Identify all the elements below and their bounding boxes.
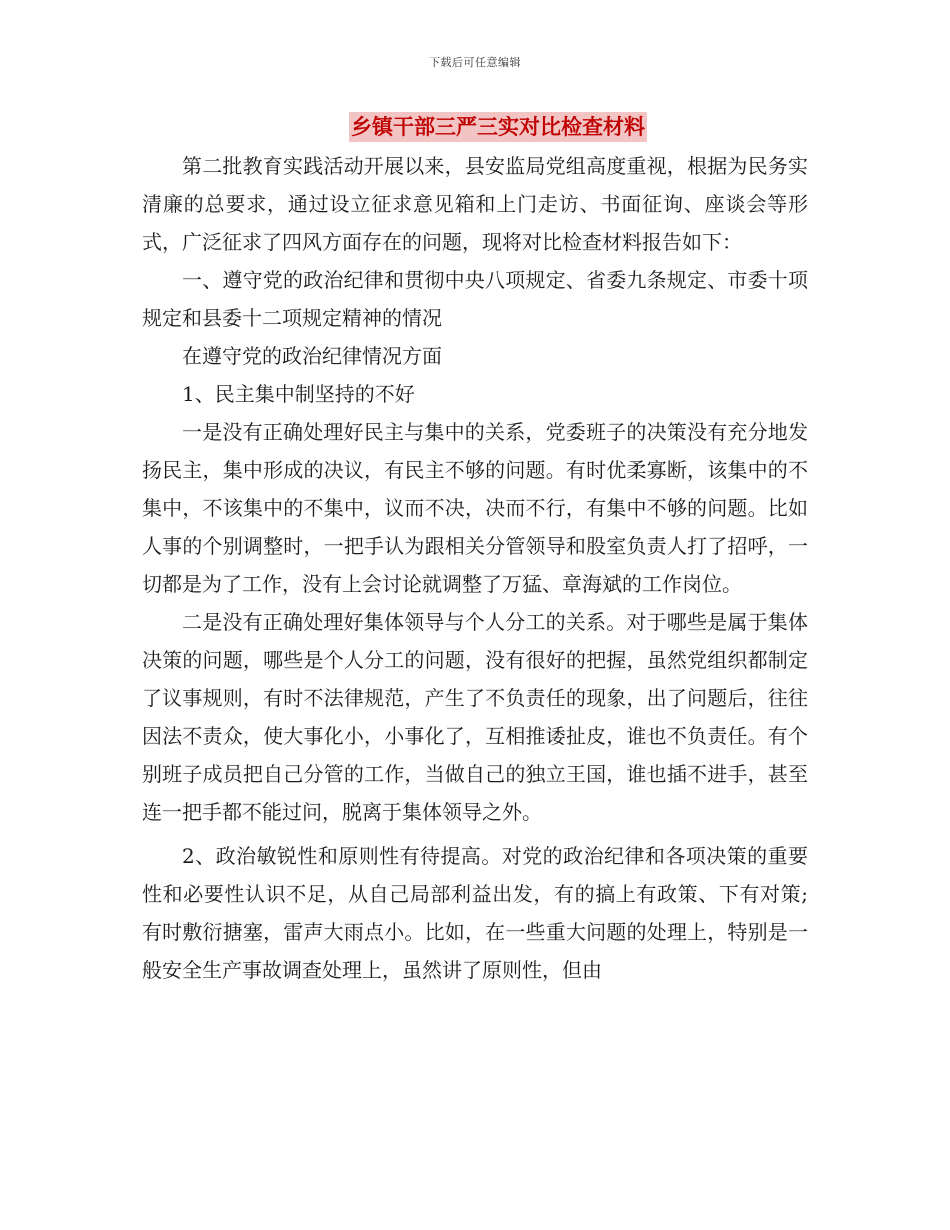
section-heading-1: 一、遵守党的政治纪律和贯彻中央八项规定、省委九条规定、市委十项规定和县委十二项规定精神的情况 [142,268,808,330]
title-container [0,112,950,142]
paragraph-point-1: 一是没有正确处理好民主与集中的关系，党委班子的决策没有充分地发扬民主，集中形成的决议，有民主不够的问题。有时优柔寡断，该集中的不集中，不该集中的不集中，议而不决，决而不行，有集中不够的问题。比如人事的个别调整时，一把手认为跟相关分管领导和股室负责人打了招呼，一切都是为了工作，没有上会讨论就调整了万猛、章海斌的工作岗位。 [142,420,808,596]
header-note: 下载后可任意编辑 [429,56,521,69]
intro-paragraph: 第二批教育实践活动开展以来，县安监局党组高度重视，根据为民务实清廉的总要求，通过设立征求意见箱和上门走访、书面征询、座谈会等形式，广泛征求了四风方面存在的问题，现将对比检查材料报告如下： [142,154,808,254]
document-title: 乡镇干部三严三实对比检查材料 [349,112,647,142]
document-body [142,147,808,989]
item-paragraph-2: 2、政治敏锐性和原则性有待提高。对党的政治纪律和各项决策的重要性和必要性认识不足，从自己局部利益出发，有的搞上有政策、下有对策;有时敷衍搪塞，雷声大雨点小。比如，在一些重大问题的处理上，特别是一般安全生产事故调查处理上，虽然讲了原则性，但由 [142,844,808,982]
subsection-heading: 在遵守党的政治纪律情况方面 [182,344,442,368]
item-heading-1: 1、民主集中制坚持的不好 [182,382,415,406]
paragraph-point-2: 二是没有正确处理好集体领导与个人分工的关系。对于哪些是属于集体决策的问题，哪些是个人分工的问题，没有很好的把握，虽然党组织都制定了议事规则，有时不法律规范，产生了不负责任的现象，出了问题后，往往因法不责众，使大事化小，小事化了，互相推诿扯皮，谁也不负责任。有个别班子成员把自己分管的工作，当做自己的独立王国，谁也插不进手，甚至连一把手都不能过问，脱离于集体领导之外。 [142,610,808,824]
